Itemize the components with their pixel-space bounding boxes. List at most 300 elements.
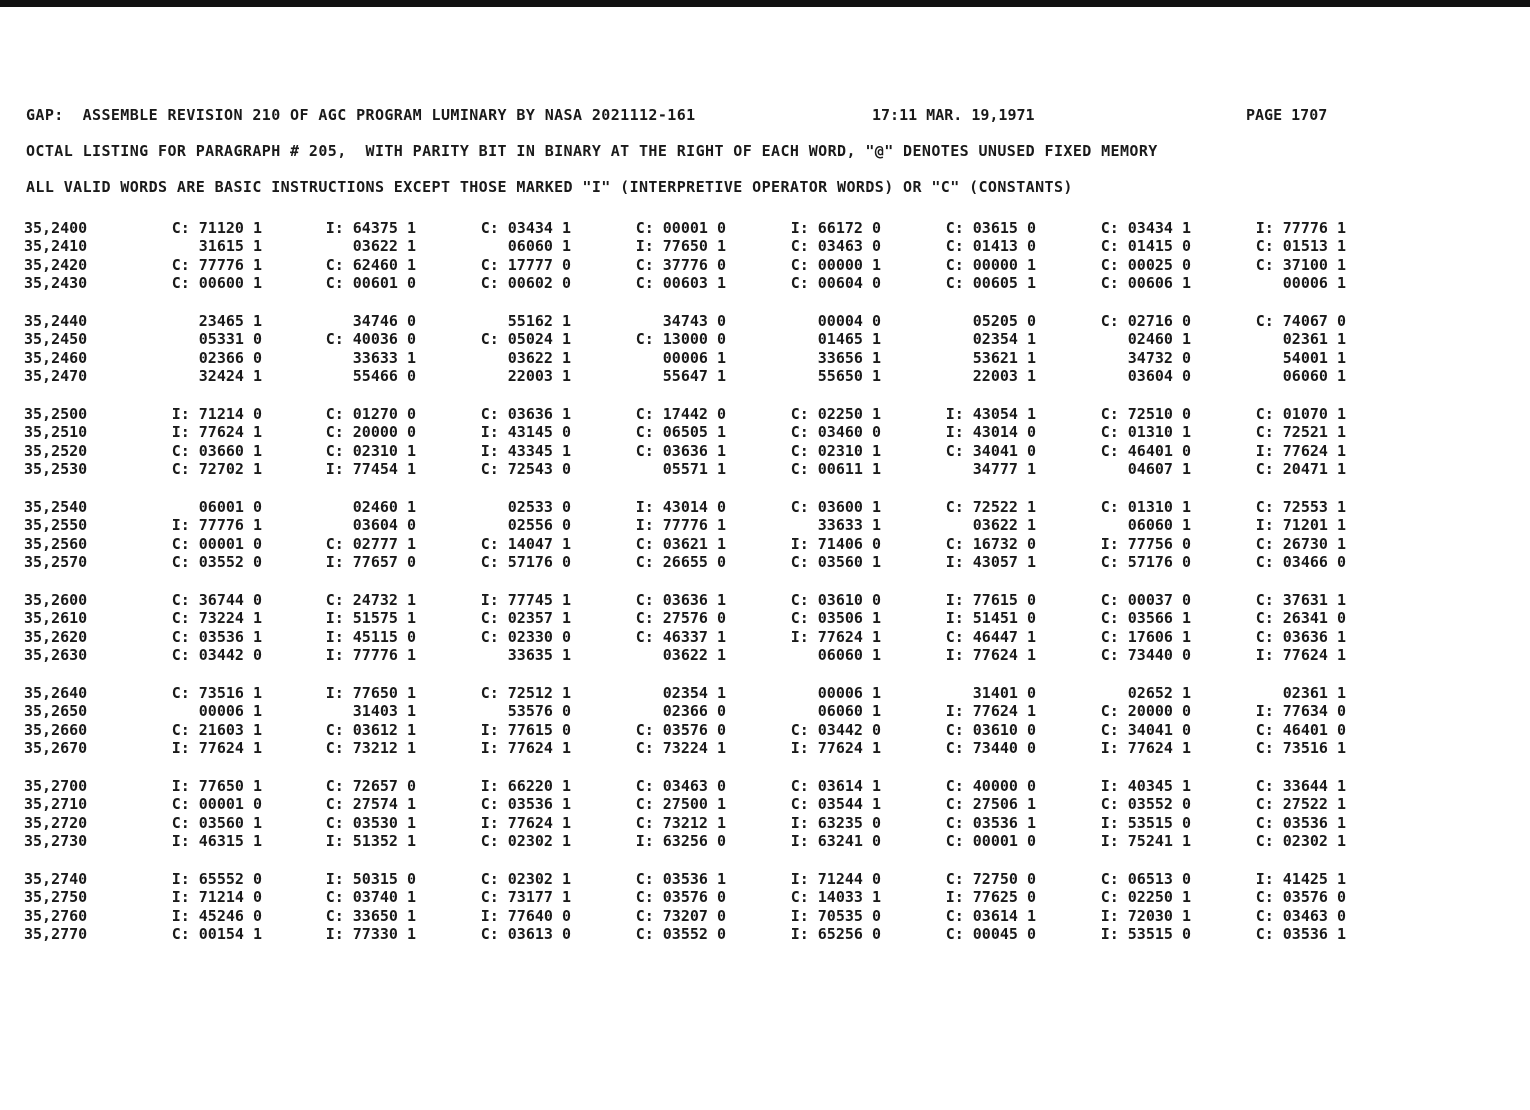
octal-word: C: 03536 1 <box>1255 813 1346 832</box>
octal-word: C: 03434 1 <box>480 219 571 237</box>
listing-row <box>0 591 1530 609</box>
octal-word: C: 00600 1 <box>171 273 262 292</box>
octal-word: I: 77776 1 <box>635 516 726 535</box>
octal-word: C: 74067 0 <box>1255 312 1346 330</box>
octal-word: 00004 0 <box>817 312 881 330</box>
octal-word: I: 63235 0 <box>790 813 881 832</box>
octal-word: C: 14047 1 <box>480 534 571 553</box>
octal-word: 06060 1 <box>1127 516 1191 535</box>
octal-word: C: 73440 0 <box>1100 645 1191 664</box>
octal-word: C: 26730 1 <box>1255 534 1346 553</box>
octal-word: 55647 1 <box>662 366 726 385</box>
octal-word: I: 77454 1 <box>325 459 416 478</box>
octal-word: I: 71214 0 <box>171 405 262 423</box>
octal-word: C: 26655 0 <box>635 552 726 571</box>
row-address: 35,2600 <box>24 591 88 609</box>
octal-word: C: 77776 1 <box>171 255 262 274</box>
octal-word: C: 03536 1 <box>635 870 726 888</box>
octal-word: I: 45246 0 <box>171 906 262 925</box>
octal-word: C: 00154 1 <box>171 924 262 943</box>
row-address: 35,2620 <box>24 627 88 646</box>
row-address: 35,2410 <box>24 237 88 256</box>
row-address: 35,2420 <box>24 255 88 274</box>
octal-word: 00006 1 <box>1282 273 1346 292</box>
octal-word: C: 03466 0 <box>1255 552 1346 571</box>
octal-word: C: 01415 0 <box>1100 237 1191 256</box>
octal-word: 05571 1 <box>662 459 726 478</box>
octal-word: I: 72030 1 <box>1100 906 1191 925</box>
octal-word: C: 03463 0 <box>790 237 881 256</box>
octal-word: C: 73212 1 <box>635 813 726 832</box>
octal-word: I: 77650 1 <box>325 684 416 702</box>
octal-word: I: 77330 1 <box>325 924 416 943</box>
header-page-number: PAGE 1707 <box>1246 106 1328 124</box>
octal-word: C: 03576 0 <box>1255 888 1346 907</box>
octal-word: C: 73440 0 <box>945 738 1036 757</box>
octal-word: C: 03613 0 <box>480 924 571 943</box>
octal-word: I: 75241 1 <box>1100 831 1191 850</box>
octal-word: C: 33644 1 <box>1255 777 1346 795</box>
octal-word: 06060 1 <box>817 702 881 721</box>
octal-word: C: 03636 1 <box>635 441 726 460</box>
octal-word: 06060 1 <box>507 237 571 256</box>
octal-word: C: 00045 0 <box>945 924 1036 943</box>
octal-word: C: 02302 1 <box>480 831 571 850</box>
octal-word: C: 02250 1 <box>790 405 881 423</box>
octal-word: 54001 1 <box>1282 348 1346 367</box>
octal-word: I: 43145 0 <box>480 423 571 442</box>
octal-word: C: 73177 1 <box>480 888 571 907</box>
octal-word: C: 20000 0 <box>1100 702 1191 721</box>
octal-word: C: 73516 1 <box>1255 738 1346 757</box>
octal-word: C: 02777 1 <box>325 534 416 553</box>
octal-word: C: 03566 1 <box>1100 609 1191 628</box>
octal-word: 03622 1 <box>507 348 571 367</box>
octal-word: C: 01413 0 <box>945 237 1036 256</box>
listing-row <box>0 498 1530 516</box>
listing-row <box>0 795 1530 813</box>
octal-word: 02460 1 <box>352 498 416 516</box>
listing-row <box>0 312 1530 330</box>
octal-word: I: 51575 1 <box>325 609 416 628</box>
octal-word: C: 03636 1 <box>635 591 726 609</box>
octal-word: C: 00603 1 <box>635 273 726 292</box>
octal-word: 00006 1 <box>817 684 881 702</box>
listing-row <box>0 349 1530 367</box>
listing-row <box>0 628 1530 646</box>
octal-word: C: 00000 1 <box>790 255 881 274</box>
octal-word: C: 06505 1 <box>635 423 726 442</box>
octal-word: 53576 0 <box>507 702 571 721</box>
header-timestamp: 17:11 MAR. 19,1971 <box>872 106 1035 124</box>
octal-word: 22003 1 <box>972 366 1036 385</box>
octal-word: C: 46401 0 <box>1100 441 1191 460</box>
octal-word: C: 03442 0 <box>790 720 881 739</box>
octal-word: I: 77776 1 <box>325 645 416 664</box>
listing-row <box>0 777 1530 795</box>
octal-word: I: 77615 0 <box>945 591 1036 609</box>
octal-word: C: 03463 0 <box>635 777 726 795</box>
octal-word: C: 37631 1 <box>1255 591 1346 609</box>
octal-word: C: 03614 1 <box>945 906 1036 925</box>
octal-word: C: 03536 1 <box>480 795 571 814</box>
row-address: 35,2660 <box>24 720 88 739</box>
octal-word: C: 73516 1 <box>171 684 262 702</box>
octal-word: I: 77624 1 <box>480 813 571 832</box>
octal-word: C: 72521 1 <box>1255 423 1346 442</box>
octal-word: C: 40000 0 <box>945 777 1036 795</box>
octal-word: C: 03576 0 <box>635 720 726 739</box>
octal-word: C: 03463 0 <box>1255 906 1346 925</box>
listing-row <box>0 609 1530 627</box>
octal-word: 02460 1 <box>1127 330 1191 349</box>
octal-word: I: 77624 1 <box>790 627 881 646</box>
octal-word: I: 77624 1 <box>1100 738 1191 757</box>
octal-word: 55650 1 <box>817 366 881 385</box>
octal-word: C: 03560 1 <box>171 813 262 832</box>
octal-word: C: 00601 0 <box>325 273 416 292</box>
octal-word: C: 72512 1 <box>480 684 571 702</box>
octal-word: C: 03506 1 <box>790 609 881 628</box>
octal-word: C: 01310 1 <box>1100 498 1191 516</box>
octal-word: 06060 1 <box>817 645 881 664</box>
octal-word: 03604 0 <box>352 516 416 535</box>
octal-word: I: 71201 1 <box>1255 516 1346 535</box>
octal-word: C: 21603 1 <box>171 720 262 739</box>
octal-word: I: 43345 1 <box>480 441 571 460</box>
octal-word: C: 73224 1 <box>171 609 262 628</box>
octal-word: C: 02302 1 <box>480 870 571 888</box>
octal-word: I: 65552 0 <box>171 870 262 888</box>
octal-word: C: 03610 0 <box>945 720 1036 739</box>
listing-row <box>0 925 1530 943</box>
row-address: 35,2760 <box>24 906 88 925</box>
octal-word: 06001 0 <box>198 498 262 516</box>
row-address: 35,2630 <box>24 645 88 664</box>
listing-row <box>0 721 1530 739</box>
octal-word: C: 72750 0 <box>945 870 1036 888</box>
octal-word: 55162 1 <box>507 312 571 330</box>
octal-word: I: 51352 1 <box>325 831 416 850</box>
row-address: 35,2640 <box>24 684 88 702</box>
octal-word: C: 00604 0 <box>790 273 881 292</box>
octal-word: C: 27576 0 <box>635 609 726 628</box>
listing-row <box>0 256 1530 274</box>
listing-row <box>0 646 1530 664</box>
octal-word: C: 34041 0 <box>945 441 1036 460</box>
octal-word: I: 77615 0 <box>480 720 571 739</box>
octal-word: C: 16732 0 <box>945 534 1036 553</box>
listing-row <box>0 907 1530 925</box>
row-address: 35,2650 <box>24 702 88 721</box>
octal-word: C: 37100 1 <box>1255 255 1346 274</box>
octal-word: C: 46401 0 <box>1255 720 1346 739</box>
row-address: 35,2730 <box>24 831 88 850</box>
octal-word: 00006 1 <box>662 348 726 367</box>
octal-word: C: 36744 0 <box>171 591 262 609</box>
row-address: 35,2400 <box>24 219 88 237</box>
octal-word: C: 02357 1 <box>480 609 571 628</box>
octal-word: 31403 1 <box>352 702 416 721</box>
octal-word: 02533 0 <box>507 498 571 516</box>
octal-word: C: 03536 1 <box>1255 924 1346 943</box>
octal-word: 01465 1 <box>817 330 881 349</box>
octal-word: 32424 1 <box>198 366 262 385</box>
octal-word: 04607 1 <box>1127 459 1191 478</box>
octal-word: I: 77634 0 <box>1255 702 1346 721</box>
octal-word: I: 77640 0 <box>480 906 571 925</box>
listing-row <box>0 684 1530 702</box>
octal-word: 02354 1 <box>662 684 726 702</box>
octal-word: 03604 0 <box>1127 366 1191 385</box>
octal-word: C: 02310 1 <box>790 441 881 460</box>
octal-word: C: 03536 1 <box>945 813 1036 832</box>
octal-word: C: 03636 1 <box>1255 627 1346 646</box>
octal-word: C: 72657 0 <box>325 777 416 795</box>
row-address: 35,2430 <box>24 273 88 292</box>
listing-row <box>0 330 1530 348</box>
octal-word: C: 00037 0 <box>1100 591 1191 609</box>
row-address: 35,2720 <box>24 813 88 832</box>
octal-word: 31615 1 <box>198 237 262 256</box>
row-address: 35,2440 <box>24 312 88 330</box>
octal-word: C: 27522 1 <box>1255 795 1346 814</box>
row-address: 35,2740 <box>24 870 88 888</box>
row-address: 35,2530 <box>24 459 88 478</box>
octal-word: C: 02330 0 <box>480 627 571 646</box>
octal-word: C: 46337 1 <box>635 627 726 646</box>
octal-word: I: 77625 0 <box>945 888 1036 907</box>
octal-word: C: 03610 0 <box>790 591 881 609</box>
listing-row <box>0 274 1530 292</box>
octal-word: I: 43014 0 <box>945 423 1036 442</box>
octal-word: C: 03600 1 <box>790 498 881 516</box>
listing-row <box>0 516 1530 534</box>
octal-word: I: 77657 0 <box>325 552 416 571</box>
octal-word: C: 71120 1 <box>171 219 262 237</box>
octal-word: C: 33650 1 <box>325 906 416 925</box>
listing-row <box>0 739 1530 757</box>
octal-word: I: 41425 1 <box>1255 870 1346 888</box>
row-address: 35,2510 <box>24 423 88 442</box>
octal-word: 02366 0 <box>198 348 262 367</box>
octal-word: C: 03612 1 <box>325 720 416 739</box>
octal-word: I: 77624 1 <box>171 738 262 757</box>
listing-row <box>0 460 1530 478</box>
octal-word: C: 14033 1 <box>790 888 881 907</box>
row-address: 35,2770 <box>24 924 88 943</box>
octal-word: 02652 1 <box>1127 684 1191 702</box>
row-address: 35,2470 <box>24 366 88 385</box>
listing-row <box>0 888 1530 906</box>
octal-word: I: 51451 0 <box>945 609 1036 628</box>
octal-word: 05331 0 <box>198 330 262 349</box>
octal-word: 02366 0 <box>662 702 726 721</box>
octal-word: C: 03621 1 <box>635 534 726 553</box>
octal-word: C: 03544 1 <box>790 795 881 814</box>
octal-word: C: 03530 1 <box>325 813 416 832</box>
octal-word: C: 00000 1 <box>945 255 1036 274</box>
octal-word: C: 73224 1 <box>635 738 726 757</box>
octal-word: I: 77776 1 <box>1255 219 1346 237</box>
listing-row <box>0 702 1530 720</box>
octal-word: 33656 1 <box>817 348 881 367</box>
row-address: 35,2670 <box>24 738 88 757</box>
octal-word: I: 53515 0 <box>1100 924 1191 943</box>
octal-word: C: 00602 0 <box>480 273 571 292</box>
header-valid-words-line: ALL VALID WORDS ARE BASIC INSTRUCTIONS EXCEPT THOSE MARKED "I" (INTERPRETIVE OPERATOR WORDS) OR "C" (CONSTANTS) <box>26 178 1073 196</box>
octal-word: C: 02716 0 <box>1100 312 1191 330</box>
row-address: 35,2700 <box>24 777 88 795</box>
octal-word: 34732 0 <box>1127 348 1191 367</box>
octal-word: I: 71214 0 <box>171 888 262 907</box>
row-address: 35,2540 <box>24 498 88 516</box>
octal-word: C: 01513 1 <box>1255 237 1346 256</box>
octal-word: 53621 1 <box>972 348 1036 367</box>
listing-row <box>0 814 1530 832</box>
octal-word: 33633 1 <box>352 348 416 367</box>
row-address: 35,2550 <box>24 516 88 535</box>
row-address: 35,2560 <box>24 534 88 553</box>
octal-word: I: 71244 0 <box>790 870 881 888</box>
octal-word: 05205 0 <box>972 312 1036 330</box>
octal-word: C: 62460 1 <box>325 255 416 274</box>
octal-word: C: 17777 0 <box>480 255 571 274</box>
octal-word: C: 20000 0 <box>325 423 416 442</box>
octal-word: I: 77624 1 <box>945 645 1036 664</box>
octal-word: C: 02310 1 <box>325 441 416 460</box>
octal-word: C: 00606 1 <box>1100 273 1191 292</box>
octal-word: 02361 1 <box>1282 330 1346 349</box>
octal-word: C: 03536 1 <box>171 627 262 646</box>
octal-word: C: 00611 1 <box>790 459 881 478</box>
octal-word: C: 17442 0 <box>635 405 726 423</box>
octal-word: I: 66172 0 <box>790 219 881 237</box>
octal-word: C: 20471 1 <box>1255 459 1346 478</box>
octal-word: 03622 1 <box>972 516 1036 535</box>
octal-word: C: 72510 0 <box>1100 405 1191 423</box>
listing-row <box>0 442 1530 460</box>
octal-word: C: 24732 1 <box>325 591 416 609</box>
octal-word: C: 01270 0 <box>325 405 416 423</box>
octal-word: 34743 0 <box>662 312 726 330</box>
octal-word: C: 02302 1 <box>1255 831 1346 850</box>
octal-word: I: 70535 0 <box>790 906 881 925</box>
octal-word: I: 77624 1 <box>790 738 881 757</box>
octal-word: I: 77776 1 <box>171 516 262 535</box>
octal-word: C: 13000 0 <box>635 330 726 349</box>
octal-word: I: 77624 1 <box>171 423 262 442</box>
octal-word: C: 72543 0 <box>480 459 571 478</box>
octal-word: C: 37776 0 <box>635 255 726 274</box>
octal-word: C: 00025 0 <box>1100 255 1191 274</box>
octal-word: I: 77650 1 <box>171 777 262 795</box>
octal-word: C: 72522 1 <box>945 498 1036 516</box>
octal-word: C: 03636 1 <box>480 405 571 423</box>
listing-row <box>0 535 1530 553</box>
octal-word: I: 66220 1 <box>480 777 571 795</box>
listing-row <box>0 219 1530 237</box>
octal-word: C: 05024 1 <box>480 330 571 349</box>
octal-word: C: 72553 1 <box>1255 498 1346 516</box>
listing-row <box>0 423 1530 441</box>
octal-word: C: 02250 1 <box>1100 888 1191 907</box>
octal-word: C: 27506 1 <box>945 795 1036 814</box>
octal-word: C: 06513 0 <box>1100 870 1191 888</box>
octal-word: 23465 1 <box>198 312 262 330</box>
octal-word: 34746 0 <box>352 312 416 330</box>
octal-word: I: 63241 0 <box>790 831 881 850</box>
octal-word: I: 43054 1 <box>945 405 1036 423</box>
listing-row <box>0 237 1530 255</box>
octal-word: C: 01310 1 <box>1100 423 1191 442</box>
header-octal-listing-line: OCTAL LISTING FOR PARAGRAPH # 205, WITH PARITY BIT IN BINARY AT THE RIGHT OF EACH WORD, "@" DENOTES UNUSED FIXED MEMORY <box>26 142 1158 160</box>
listing-row <box>0 832 1530 850</box>
octal-word: I: 77745 1 <box>480 591 571 609</box>
octal-word: C: 03560 1 <box>790 552 881 571</box>
octal-word: 02361 1 <box>1282 684 1346 702</box>
row-address: 35,2500 <box>24 405 88 423</box>
octal-word: I: 71406 0 <box>790 534 881 553</box>
octal-word: C: 46447 1 <box>945 627 1036 646</box>
octal-word: I: 77624 1 <box>480 738 571 757</box>
octal-word: I: 46315 1 <box>171 831 262 850</box>
octal-word: C: 72702 1 <box>171 459 262 478</box>
octal-word: C: 34041 0 <box>1100 720 1191 739</box>
octal-word: C: 40036 0 <box>325 330 416 349</box>
octal-word: C: 73212 1 <box>325 738 416 757</box>
octal-word: I: 65256 0 <box>790 924 881 943</box>
row-address: 35,2450 <box>24 330 88 349</box>
listing-row <box>0 870 1530 888</box>
row-address: 35,2750 <box>24 888 88 907</box>
octal-word: C: 03460 0 <box>790 423 881 442</box>
octal-word: C: 03614 1 <box>790 777 881 795</box>
octal-word: I: 53515 0 <box>1100 813 1191 832</box>
octal-word: 03622 1 <box>352 237 416 256</box>
octal-word: I: 43057 1 <box>945 552 1036 571</box>
octal-word: C: 00001 0 <box>171 795 262 814</box>
octal-word: C: 01070 1 <box>1255 405 1346 423</box>
octal-word: C: 03740 1 <box>325 888 416 907</box>
row-address: 35,2520 <box>24 441 88 460</box>
octal-word: C: 27500 1 <box>635 795 726 814</box>
octal-word: C: 00001 0 <box>945 831 1036 850</box>
listing-row <box>0 553 1530 571</box>
row-address: 35,2460 <box>24 348 88 367</box>
octal-word: 34777 1 <box>972 459 1036 478</box>
octal-word: C: 03434 1 <box>1100 219 1191 237</box>
octal-word: C: 03615 0 <box>945 219 1036 237</box>
octal-word: I: 40345 1 <box>1100 777 1191 795</box>
octal-word: C: 03552 0 <box>171 552 262 571</box>
octal-word: 31401 0 <box>972 684 1036 702</box>
octal-word: I: 77650 1 <box>635 237 726 256</box>
octal-word: C: 00001 0 <box>635 219 726 237</box>
octal-word: I: 43014 0 <box>635 498 726 516</box>
octal-word: C: 03442 0 <box>171 645 262 664</box>
octal-word: I: 63256 0 <box>635 831 726 850</box>
octal-word: C: 17606 1 <box>1100 627 1191 646</box>
octal-word: C: 27574 1 <box>325 795 416 814</box>
listing-row <box>0 405 1530 423</box>
octal-word: I: 77624 1 <box>1255 645 1346 664</box>
octal-word: 03622 1 <box>662 645 726 664</box>
listing-row <box>0 367 1530 385</box>
header-assembly-line: GAP: ASSEMBLE REVISION 210 OF AGC PROGRAM LUMINARY BY NASA 2021112-161 <box>26 106 696 124</box>
octal-word: C: 57176 0 <box>1100 552 1191 571</box>
octal-word: I: 77624 1 <box>945 702 1036 721</box>
